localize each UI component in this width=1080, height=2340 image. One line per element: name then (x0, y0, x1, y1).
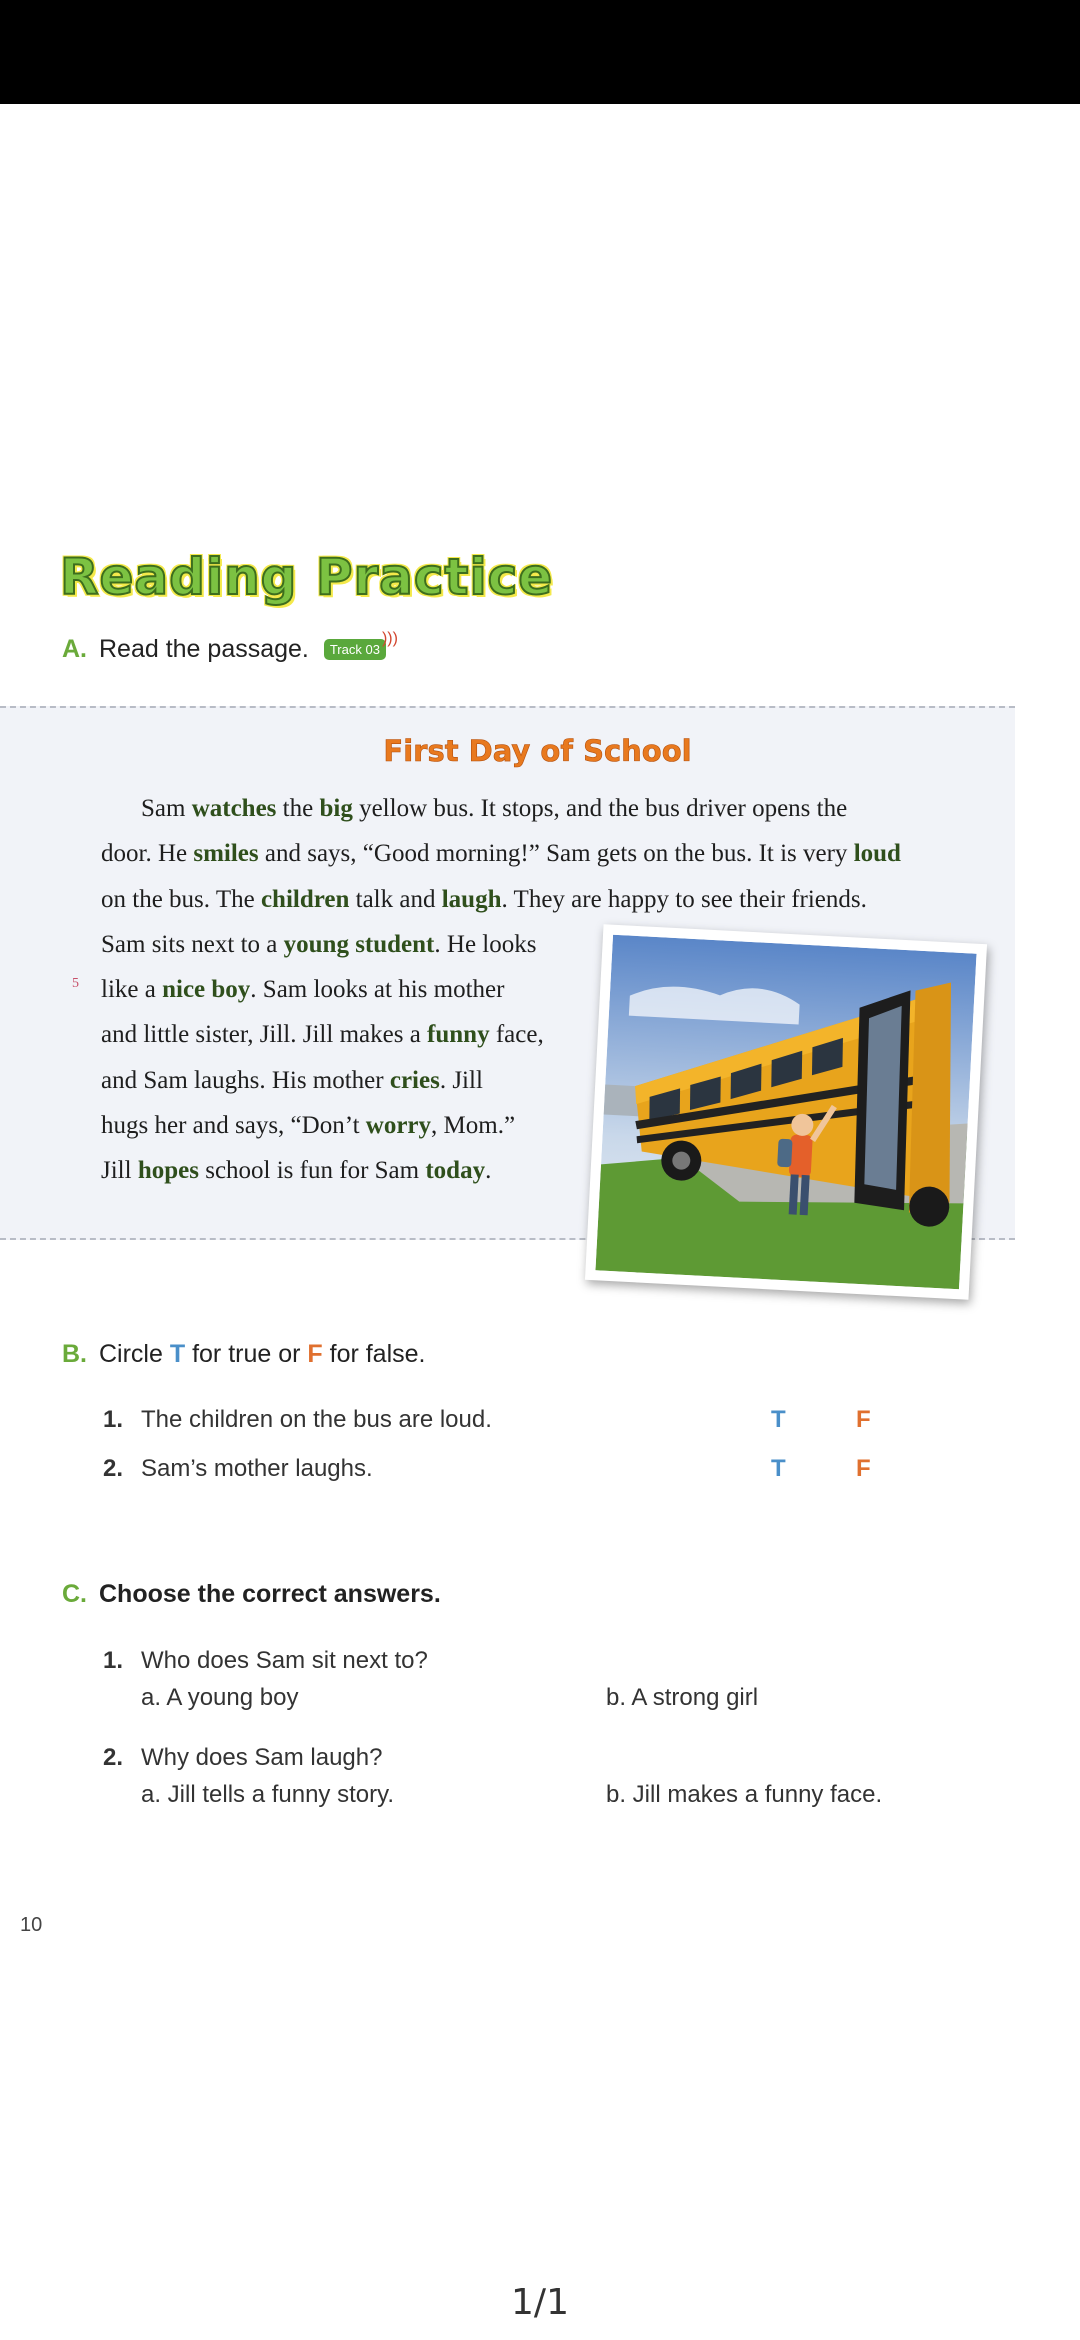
page-title: Reading Practice (60, 548, 554, 606)
option-a[interactable]: a. Jill tells a funny story. (141, 1781, 394, 1808)
vocab-word: funny (427, 1021, 490, 1049)
passage-text-segment: . Sam looks at his mother (250, 976, 505, 1004)
vocab-word: smiles (193, 840, 259, 868)
vocab-word: young student (283, 930, 435, 958)
section-b-text-3: for false. (322, 1340, 426, 1368)
passage-text-segment: on the bus. The (101, 885, 261, 913)
passage-line (101, 831, 981, 876)
section-c-letter: C. (62, 1580, 87, 1608)
false-option[interactable]: F (856, 1455, 871, 1482)
passage-text-segment: and little sister, Jill. Jill makes a (101, 1021, 428, 1049)
true-option[interactable]: T (771, 1455, 786, 1482)
passage-text-segment: Jill (101, 1157, 138, 1185)
audio-waves-icon: ))) (381, 630, 398, 647)
passage-text-segment: and says, “Good morning!” Sam gets on the bus. It is very (258, 840, 854, 868)
section-a-instruction (62, 630, 398, 664)
passage-text-segment: school is fun for Sam (198, 1157, 426, 1185)
passage-title: First Day of School (383, 734, 692, 768)
passage-line (101, 877, 981, 922)
item-number: 2. (103, 1744, 124, 1771)
passage-text-segment: . Jill (439, 1066, 483, 1094)
passage-line (101, 786, 981, 831)
passage-text-segment: , Mom.” (431, 1112, 516, 1140)
item-number: 2. (103, 1455, 124, 1482)
option-b[interactable]: b. Jill makes a funny face. (606, 1781, 883, 1808)
passage-text-segment: the (276, 795, 320, 822)
status-bar (0, 0, 1080, 104)
passage-text-segment: face, (489, 1021, 544, 1049)
passage-text-segment: Sam (141, 795, 192, 822)
vocab-word: nice boy (162, 976, 251, 1004)
passage-text-segment: yellow bus. It stops, and the bus driver opens the (352, 795, 848, 822)
item-number: 1. (103, 1406, 124, 1433)
false-letter: F (307, 1340, 323, 1368)
passage-text-segment: talk and (349, 885, 442, 913)
section-a-text: Read the passage. (99, 635, 309, 663)
vocab-word: cries (389, 1066, 440, 1094)
vocab-word: hopes (137, 1157, 199, 1185)
true-letter: T (169, 1340, 186, 1368)
section-c-instruction (62, 1580, 441, 1609)
section-a-letter: A. (62, 635, 87, 663)
section-c-text: Choose the correct answers. (99, 1580, 441, 1608)
passage-text-segment: door. He (101, 840, 194, 868)
section-b-text-1: Circle (99, 1340, 170, 1368)
school-bus-image (595, 935, 976, 1290)
option-b[interactable]: b. A strong girl (606, 1684, 759, 1711)
passage-text-segment: and Sam laughs. His mother (101, 1066, 390, 1094)
page-indicator: 1/1 (511, 2282, 569, 2323)
school-bus-photo (585, 924, 987, 1300)
audio-track-button[interactable]: Track 03 (324, 639, 386, 660)
vocab-word: today (425, 1157, 486, 1185)
option-a[interactable]: a. A young boy (141, 1684, 299, 1711)
false-option[interactable]: F (856, 1406, 871, 1433)
page-number: 10 (20, 1914, 43, 1936)
item-number: 1. (103, 1647, 124, 1674)
vocab-word: watches (191, 795, 277, 822)
passage-text-segment: Sam sits next to a (101, 930, 284, 958)
section-b-instruction (62, 1340, 426, 1369)
tf-statement: The children on the bus are loud. (141, 1406, 492, 1433)
mc-question: Who does Sam sit next to? (141, 1647, 428, 1674)
tf-statement: Sam’s mother laughs. (141, 1455, 373, 1482)
passage-text-segment: . He looks (434, 930, 537, 958)
vocab-word: laugh (441, 885, 502, 913)
passage-text-segment: like a (101, 976, 163, 1004)
mc-question: Why does Sam laugh? (141, 1744, 383, 1771)
passage-text-segment: . They are happy to see their friends. (501, 885, 867, 913)
section-b-text-2: for true or (185, 1340, 308, 1368)
vocab-word: children (260, 885, 350, 913)
vocab-word: worry (365, 1112, 432, 1140)
line-number: 5 (72, 976, 79, 991)
passage-text-segment: hugs her and says, “Don’t (101, 1112, 366, 1140)
true-option[interactable]: T (771, 1406, 786, 1433)
passage-text-segment: . (485, 1157, 492, 1185)
vocab-word: loud (853, 840, 901, 868)
section-b-letter: B. (62, 1340, 87, 1368)
vocab-word: big (319, 795, 353, 822)
